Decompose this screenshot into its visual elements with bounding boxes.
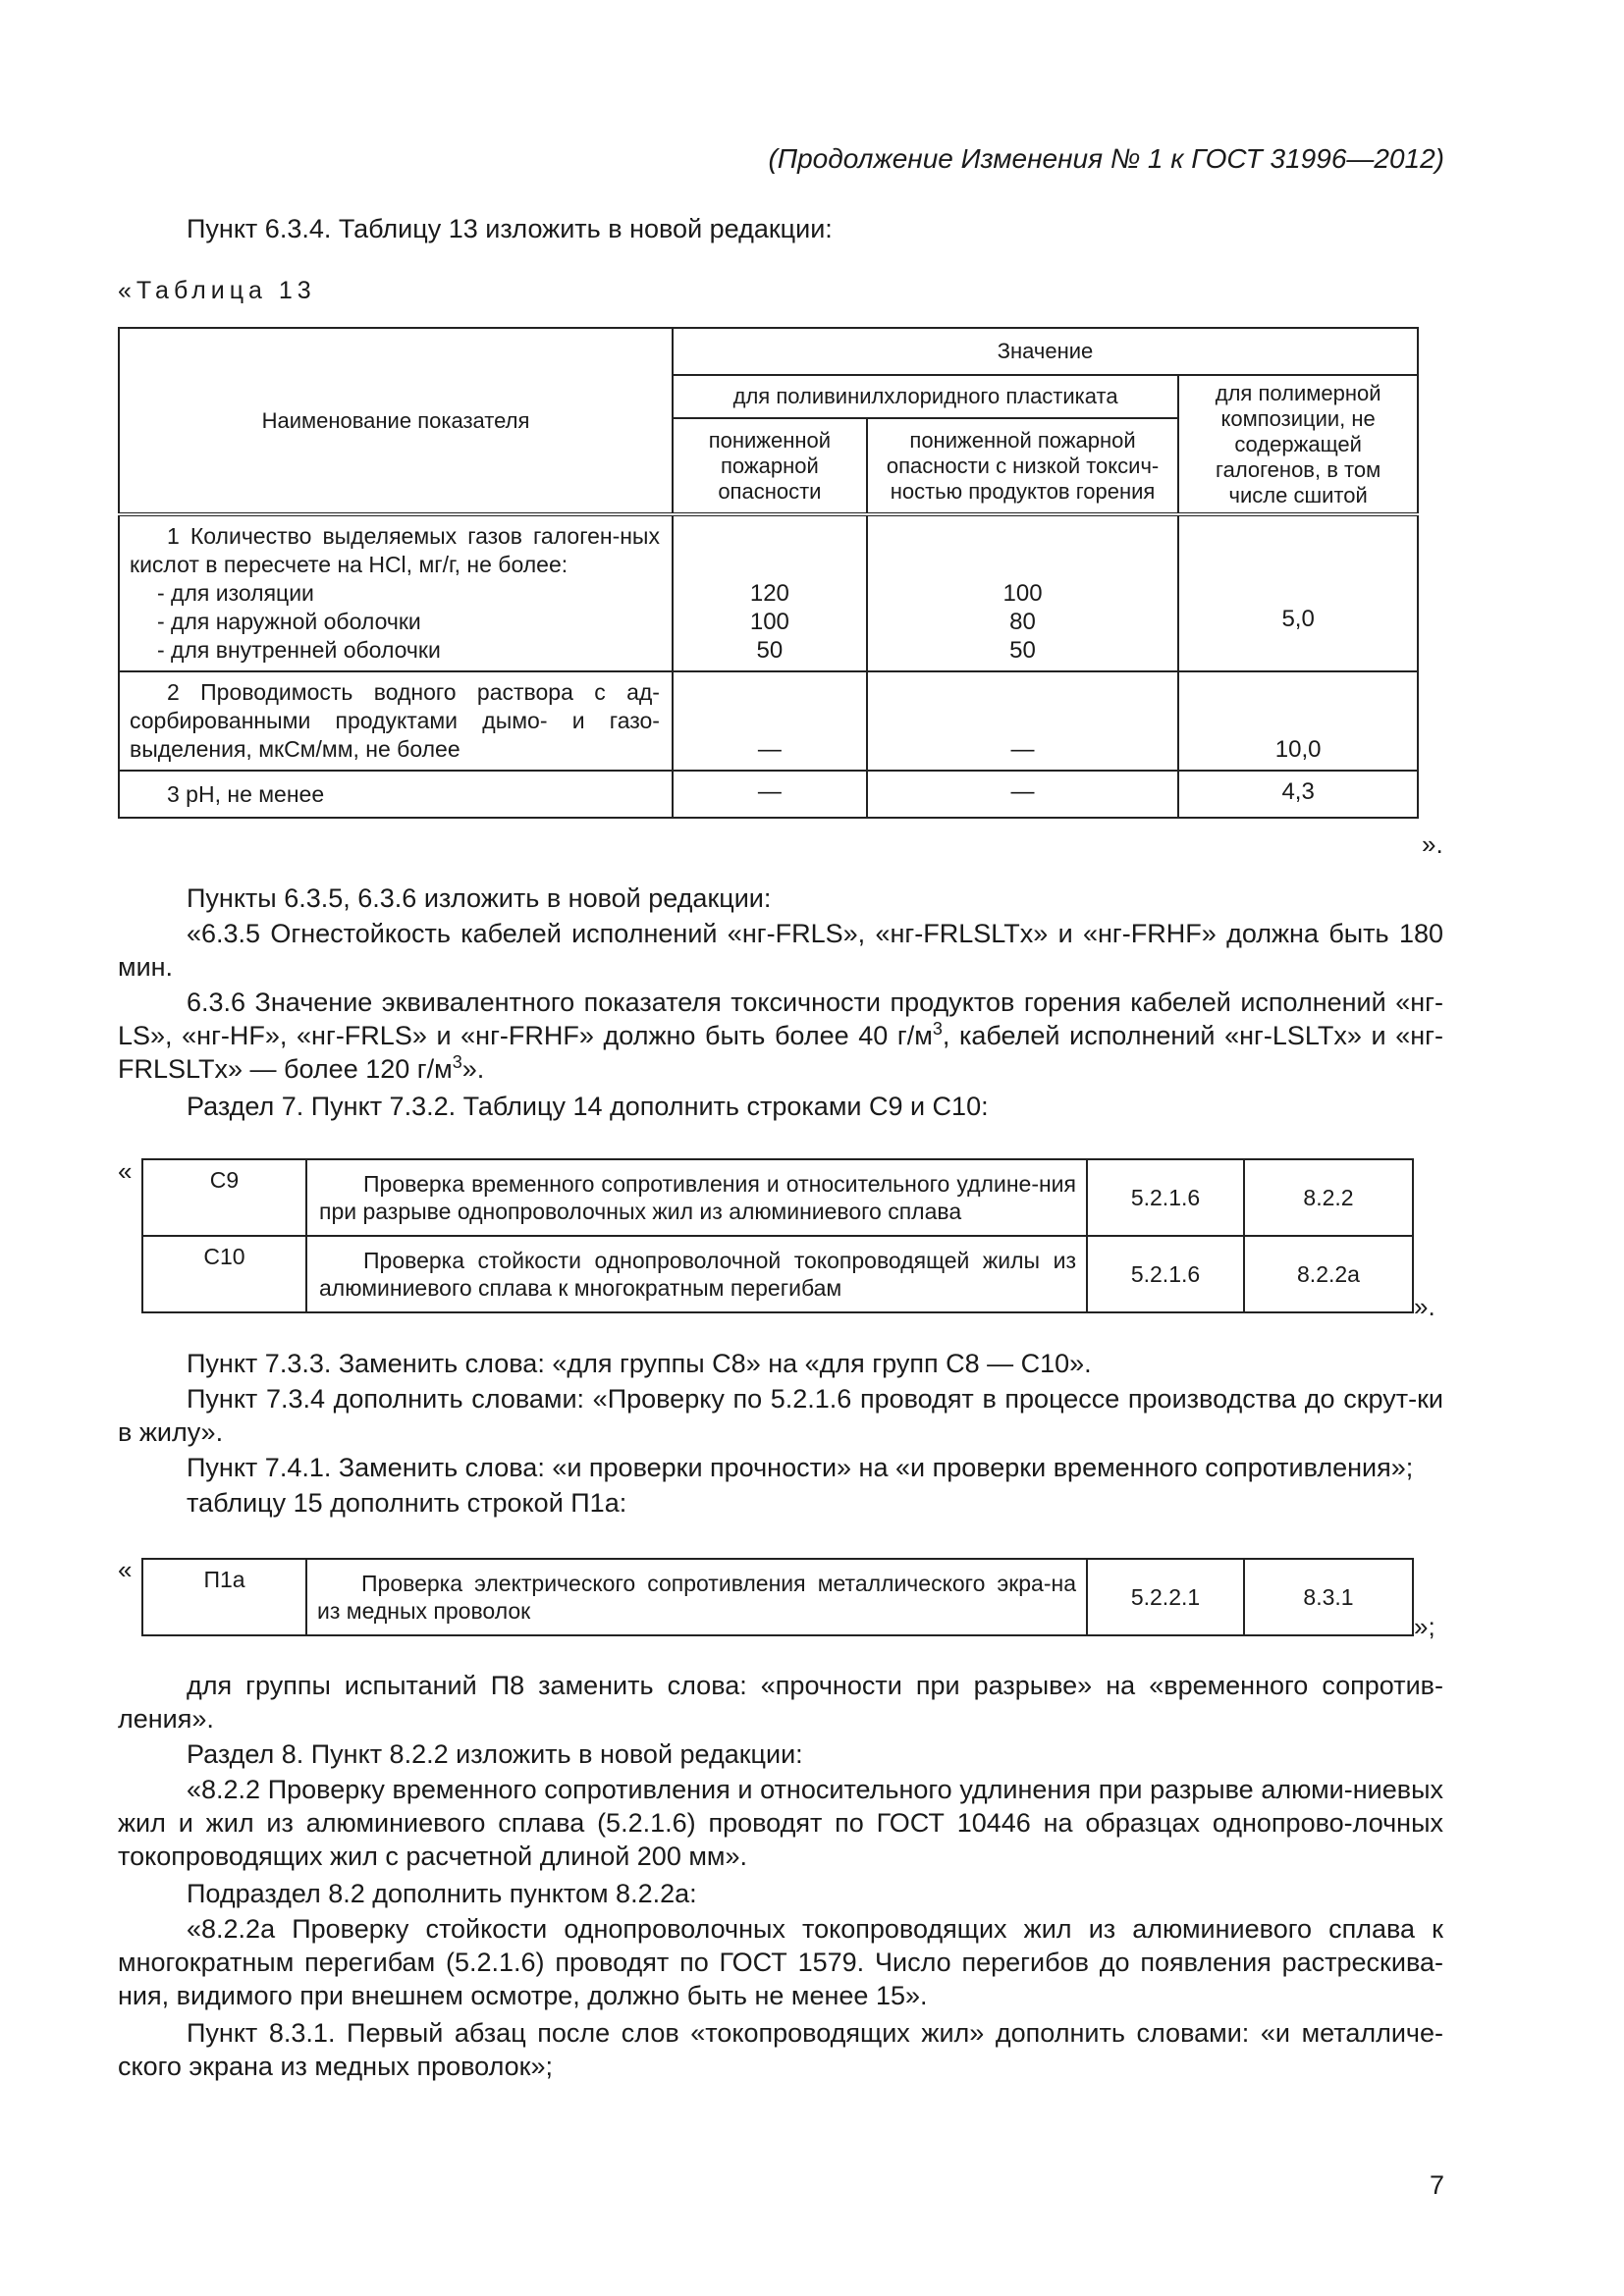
col-poly-header: для полимерной композиции, не содержащей галогенов, в том числе сшитой [1178, 375, 1418, 514]
row-code: С10 [142, 1236, 306, 1312]
row-name: 2 Проводимость водного раствора с ад-сорбированными продуктами дымо- и газо-выделения, мкСм/мм, не более [130, 679, 660, 762]
table-15-rows [141, 1558, 1414, 1636]
row-ref: 5.2.1.6 [1087, 1159, 1244, 1236]
row-ref: 8.2.2 [1244, 1159, 1413, 1236]
row-desc: Проверка стойкости однопроволочной токопроводящей жилы из алюминиевого сплава к многократным перегибам [319, 1248, 1076, 1301]
paragraph-634: Пункт 6.3.4. Таблицу 13 изложить в новой редакции: [187, 214, 833, 243]
paragraph-p8: для группы испытаний П8 заменить слова: «прочности при разрыве» на «временного сопротив-ления». [118, 1671, 1443, 1734]
table-row [119, 771, 1418, 818]
paragraph-82: Подраздел 8.2 дополнить пунктом 8.2.2а: [187, 1879, 697, 1908]
paragraph-822a: «8.2.2а Проверку стойкости однопроволочных токопроводящих жил из алюминиевого сплава к многократным перегибам (5.2.1.6) проводят по ГОСТ 1579. Число перегибов до появления растрескива-ния, видимого при внешнем осмотре, должно быть не менее 15». [118, 1914, 1443, 2010]
row-name: 3 pH, не менее [167, 780, 325, 807]
row-ref: 8.3.1 [1244, 1559, 1413, 1635]
paragraph-822: Раздел 8. Пункт 8.2.2 изложить в новой редакции: [187, 1739, 803, 1769]
paragraph-734: Пункт 7.3.4 дополнить словами: «Проверку по 5.2.1.6 проводят в процессе производства до скрут-ки в жилу». [118, 1384, 1443, 1447]
row-desc: Проверка временного сопротивления и относительного удлине-ния при разрыве однопроволочных жил из алюминиевого сплава [319, 1171, 1076, 1224]
page-header: (Продолжение Изменения № 1 к ГОСТ 31996—2012) [768, 143, 1444, 174]
table-14-rows [141, 1158, 1414, 1313]
row-sub: - для внутренней оболочки [157, 637, 441, 663]
paragraph-635: «6.3.5 Огнестойкость кабелей исполнений «нг-FRLS», «нг-FRLSLTx» и «нг-FRHF» должна быть 180 мин. [118, 919, 1443, 982]
paragraph-733: Пункт 7.3.3. Заменить слова: «для группы С8» на «для групп С8 — С10». [187, 1349, 1092, 1378]
page-number: 7 [1429, 2170, 1444, 2200]
cell-value: 80 [1009, 609, 1036, 635]
cell-value: 5,0 [1178, 514, 1418, 671]
col-value-header: Значение [673, 328, 1418, 375]
col-pvc-low-tox-header: пониженной пожарной опасности с низкой токсич-ностью продуктов горения [867, 418, 1178, 514]
row-ref: 5.2.1.6 [1087, 1236, 1244, 1312]
table13-close-quote: ». [1422, 829, 1443, 859]
col-pvc-header: для поливинилхлоридного пластиката [673, 375, 1178, 418]
paragraph-741: Пункт 7.4.1. Заменить слова: «и проверки прочности» на «и проверки временного сопротивления»; [187, 1453, 1414, 1482]
table-row [142, 1159, 1413, 1236]
paragraph-822-text: «8.2.2 Проверку временного сопротивления и относительного удлинения при разрыве алюми-ниевых жил и жил из алюминиевого сплава (5.2.1.6) проводят по ГОСТ 10446 на образцах однопрово-лочных токопроводящих жил с расчетной длиной 200 мм». [118, 1775, 1443, 1871]
row-desc: Проверка электрического сопротивления металлического экра-на из медных проволок [317, 1571, 1076, 1624]
row-ref: 5.2.2.1 [1087, 1559, 1244, 1635]
table-row [119, 514, 1418, 671]
paragraph-732: Раздел 7. Пункт 7.3.2. Таблицу 14 дополнить строками С9 и С10: [187, 1092, 989, 1121]
row-sub: - для изоляции [157, 580, 314, 606]
cell-value: 120 [749, 580, 789, 607]
table-13 [118, 327, 1419, 819]
cell-value: 100 [749, 609, 789, 635]
row-sub: - для наружной оболочки [157, 609, 421, 634]
col-pvc-low-fire-header: пониженной пожарной опасности [673, 418, 867, 514]
table13-caption: «Таблица 13 [118, 277, 316, 304]
table15-open-quote: « [118, 1555, 133, 1584]
paragraph-636: 6.3.6 Значение эквивалентного показателя токсичности продуктов горения кабелей исполнений «нг-LS», «нг-HF», «нг-FRLS» и «нг-FRHF» должно быть более 40 $г/м^3$, кабелей исполнений «нг-LSLTx» и «нг-FRLSLTx» — более 120 $г/м^3$». [118, 988, 1443, 1084]
row-name: 1 Количество выделяемых газов галоген-ных кислот в пересчете на HCl, мг/г, не более: [130, 523, 660, 577]
table-row [119, 671, 1418, 771]
row-code: С9 [142, 1159, 306, 1236]
cell-value: 50 [1009, 637, 1036, 664]
paragraph-831: Пункт 8.3.1. Первый абзац после слов «токопроводящих жил» дополнить словами: «и металличе-ского экрана из медных проволок»; [118, 2018, 1443, 2081]
cell-value: — [673, 671, 867, 771]
table14-close-quote: ». [1414, 1292, 1435, 1321]
table-row [142, 1236, 1413, 1312]
cell-value: 50 [756, 637, 784, 664]
cell-value: — [673, 771, 867, 818]
paragraph-635-636: Пункты 6.3.5, 6.3.6 изложить в новой редакции: [187, 883, 772, 913]
col-name-header: Наименование показателя [119, 328, 673, 514]
row-code: П1а [142, 1559, 306, 1635]
cell-value: 4,3 [1178, 771, 1418, 818]
paragraph-741b: таблицу 15 дополнить строкой П1а: [187, 1488, 627, 1518]
table14-open-quote: « [118, 1156, 133, 1186]
row-ref: 8.2.2а [1244, 1236, 1413, 1312]
cell-value: 10,0 [1178, 671, 1418, 771]
table15-close-quote: »; [1414, 1612, 1435, 1641]
table-row [142, 1559, 1413, 1635]
cell-value: 100 [1002, 580, 1043, 607]
cell-value: — [867, 671, 1178, 771]
cell-value: — [867, 771, 1178, 818]
